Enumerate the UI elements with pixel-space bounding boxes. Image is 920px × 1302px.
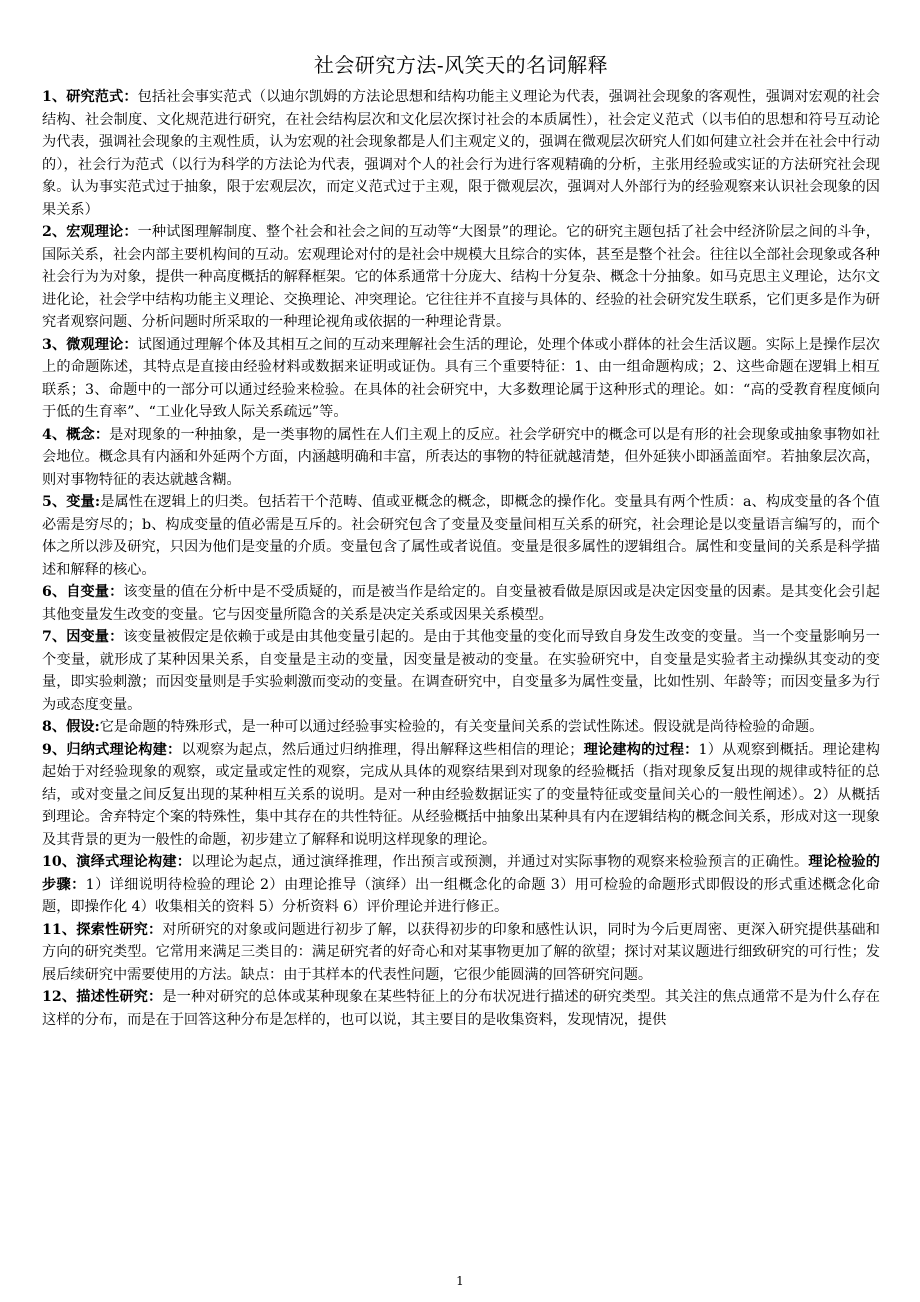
entry-separator: ： (148, 989, 163, 1005)
entry-separator: : (94, 494, 101, 510)
entry-text: 是一种对研究的总体或某种现象在某些特征上的分布状况进行描述的研究类型。其关注的焦点通常不是为什么存在这样的分布，而是在于回答这种分布是怎样的，也可以说，其主要目的是收集资料，发现情况，提供 (42, 989, 880, 1028)
entry-exploratory-research (42, 919, 880, 987)
entry-dependent-variable (42, 626, 880, 716)
entry-hypothesis (42, 716, 880, 739)
entry-term: 概念 (66, 426, 95, 443)
entry-term: 微观理论 (66, 336, 124, 353)
entry-subterm-separator: ： (71, 876, 86, 893)
entry-term: 因变量 (66, 629, 110, 645)
entry-separator: ： (123, 224, 138, 240)
document-title: 社会研究方法-风笑天的名词解释 (313, 53, 609, 77)
entry-term: 探索性研究 (76, 921, 149, 938)
entry-term: 描述性研究 (76, 989, 149, 1005)
entry-research-paradigm (42, 86, 880, 221)
entry-text: 是对现象的一种抽象，是一类事物的属性在人们主观上的反应。社会学研究中的概念可以是有形的社会现象或抽象事物如社会地位。概念具有内涵和外延两个方面，内涵越明确和丰富，所表达的事物的特征就越清楚，但外延狭小即涵盖面窄。若抽象层次高，则对事物特征的表达就越含糊。 (42, 426, 880, 488)
entry-text: 该变量被假定是依赖于或是由其他变量引起的。是由于其他变量的变化而导致自身发生改变的变量。当一个变量影响另一个变量，就形成了某种因果关系，自变量是主动的变量，因变量是被动的变量。在实验研究中，自变量是实验者主动操纵其变动的变量，即实验刺激；而因变量则是手实验刺激而变动的变量。在调查研究中，自变量多为属性变量，比如性别、年龄等；而因变量多为行为或态度变量。 (42, 629, 880, 713)
entry-term: 演绎式理论构建 (76, 854, 177, 870)
entry-term: 自变量 (66, 584, 110, 600)
entry-term: 研究范式 (66, 89, 124, 105)
entry-number: 10、 (42, 854, 77, 870)
entry-descriptive-research (42, 986, 880, 1031)
entry-subterm-separator: ： (684, 741, 699, 758)
entry-number: 8、 (42, 719, 67, 735)
entry-text: 以理论为起点，通过演绎推理，作出预言或预测，并通过对实际事物的观察来检验预言的正确性。 (191, 854, 809, 870)
entry-term: 宏观理论 (66, 224, 124, 240)
entry-number: 3、 (42, 336, 67, 353)
entry-concept (42, 424, 880, 492)
entry-deductive-theory (42, 851, 880, 919)
entry-separator: ： (94, 426, 110, 443)
entry-macro-theory (42, 221, 880, 334)
entry-inductive-theory (42, 739, 880, 852)
entry-separator: ： (109, 584, 124, 600)
entry-number: 11、 (42, 921, 77, 938)
entry-term: 变量 (66, 494, 95, 510)
entry-variable (42, 491, 880, 581)
entry-number: 9、 (42, 741, 67, 758)
entry-text: 是属性在逻辑上的归类。包括若干个范畴、值或亚概念的概念，即概念的操作化。变量具有两个性质：a、构成变量的各个值必需是穷尽的；b、构成变量的值必需是互斥的。社会研究包含了变量及变量间相互关系的研究，社会理论是以变量语言编写的，而个体之所以涉及研究，只因为他们是变量的介质。变量包含了属性或者说值。变量是很多属性的逻辑组合。属性和变量间的关系是科学描述和解释的核心。 (42, 494, 880, 578)
entry-independent-variable (42, 581, 880, 626)
entry-text: 包括社会事实范式（以迪尔凯姆的方法论思想和结构功能主义理论为代表，强调社会现象的客观性，强调对宏观的社会结构、社会制度、文化规范进行研究，在社会结构层次和文化层次探讨社会的本质属性），社会定义范式（以韦伯的思想和符号互动论为代表，强调社会现象的主观性质，认为宏观的社会现象都是人们主观定义的，强调在微观层次研究人们如何建立社会并在社会中行动的），社会行为范式（以行为科学的方法论为代表，强调对个人的社会行为进行客观精确的分析，主张用经验或实证的方法研究社会现象。认为事实范式过于抽象，限于宏观层次，而定义范式过于主观，限于微观层次，强调对人外部行为的经验观察来认识社会现象的因果关系） (42, 89, 880, 218)
entry-number: 2、 (42, 224, 67, 240)
entry-text: 它是命题的特殊形式，是一种可以通过经验事实检验的，有关变量间关系的尝试性陈述。假设就是尚待检验的命题。 (99, 719, 824, 735)
entry-subterm: 理论检验的步骤 (42, 854, 880, 893)
entry-text: 以观察为起点，然后通过归纳推理，得出解释这些相信的理论； (181, 741, 584, 758)
entry-separator: ： (148, 921, 163, 938)
entry-micro-theory (42, 334, 880, 424)
entry-number: 6、 (42, 584, 67, 600)
entry-subtext: 1）详细说明待检验的理论 2）由理论推导（演绎）出一组概念化的命题 3）用可检验的命题形式即假设的形式重述概念化命题，即操作化 4）收集相关的资料 5）分析资料 6）评价理论并进行修正。 (42, 876, 880, 915)
entry-text: 该变量的值在分析中是不受质疑的，而是被当作是给定的。自变量被看做是原因或是决定因变量的因素。是其变化会引起其他变量发生改变的变量。它与因变量所隐含的关系是决定关系或因果关系模型。 (42, 584, 880, 623)
entry-subtext: 1）从观察到概括。理论建构起始于对经验现象的观察，或定量或定性的观察，完成从具体的观察结果到对现象的经验概括（指对现象反复出现的规律或特征的总结，或对变量之间反复出现的某种相互关系的说明。是对一种由经验数据证实了的变量特征或变量间关心的一般性阐述）。2）从概括到理论。舍弃特定个案的特殊性，集中其存在的共性特征。从经验概括中抽象出某种具有内在逻辑结构的概念间关系，形成对这一现象及其背景的更为一般性的命题，初步建立了解释和说明这样现象的理论。 (42, 741, 880, 848)
entry-term: 假设 (66, 719, 95, 735)
entry-number: 4、 (42, 426, 67, 443)
entry-separator: ： (123, 89, 138, 105)
page-number: 1 (456, 1274, 464, 1288)
document-page (42, 52, 880, 1031)
entry-text: 对所研究的对象或问题进行初步了解，以获得初步的印象和感性认识，同时为今后更周密、更深入研究提供基础和方向的研究类型。它常用来满足三类目的：满足研究者的好奇心和对某事物更加了解的欲望；探讨对某议题进行细致研究的可行性；发展后续研究中需要使用的方法。缺点：由于其样本的代表性问题，它很少能圆满的回答研究问题。 (42, 921, 880, 983)
entry-text: 试图通过理解个体及其相互之间的互动来理解社会生活的理论，处理个体或小群体的社会生活议题。实际上是操作层次上的命题陈述，其特点是直接由经验材料或数据来证明或证伪。具有三个重要特征：1、由一组命题构成；2、这些命题在逻辑上相互联系；3、命题中的一部分可以通过经验来检验。在具体的社会研究中，大多数理论属于这种形式的理论。如：“高的受教育程度倾向于低的生育率”、“工业化导致人际关系疏远”等。 (42, 336, 880, 420)
entry-separator: ： (109, 629, 124, 645)
entry-number: 1、 (42, 89, 67, 105)
entry-term: 归纳式理论构建 (66, 741, 167, 758)
entry-number: 12、 (42, 989, 77, 1005)
entry-separator: ： (166, 741, 182, 758)
entry-text: 一种试图理解制度、整个社会和社会之间的互动等“大图景”的理论。它的研究主题包括了社会中经济阶层之间的斗争，国际关系，社会内部主要机构间的互动。宏观理论对付的是社会中规模大且综合的实体，甚至是整个社会。往往以全部社会现象或各种社会行为为对象，提供一种高度概括的解释框架。它的体系通常十分庞大、结构十分复杂、概念十分抽象。如马克思主义理论，达尔文进化论，社会学中结构功能主义理论、交换理论、冲突理论。它往往并不直接与具体的、经验的社会研究发生联系，它们更多是作为研究者观察问题、分析问题时所采取的一种理论视角或依据的一种理论背景。 (42, 224, 880, 330)
entry-number: 7、 (42, 629, 67, 645)
entry-separator: ： (176, 854, 192, 870)
entry-subterm: 理论建构的过程 (583, 741, 685, 758)
entry-separator: : (94, 719, 100, 735)
entry-number: 5、 (42, 494, 67, 510)
entry-separator: ： (123, 336, 138, 353)
